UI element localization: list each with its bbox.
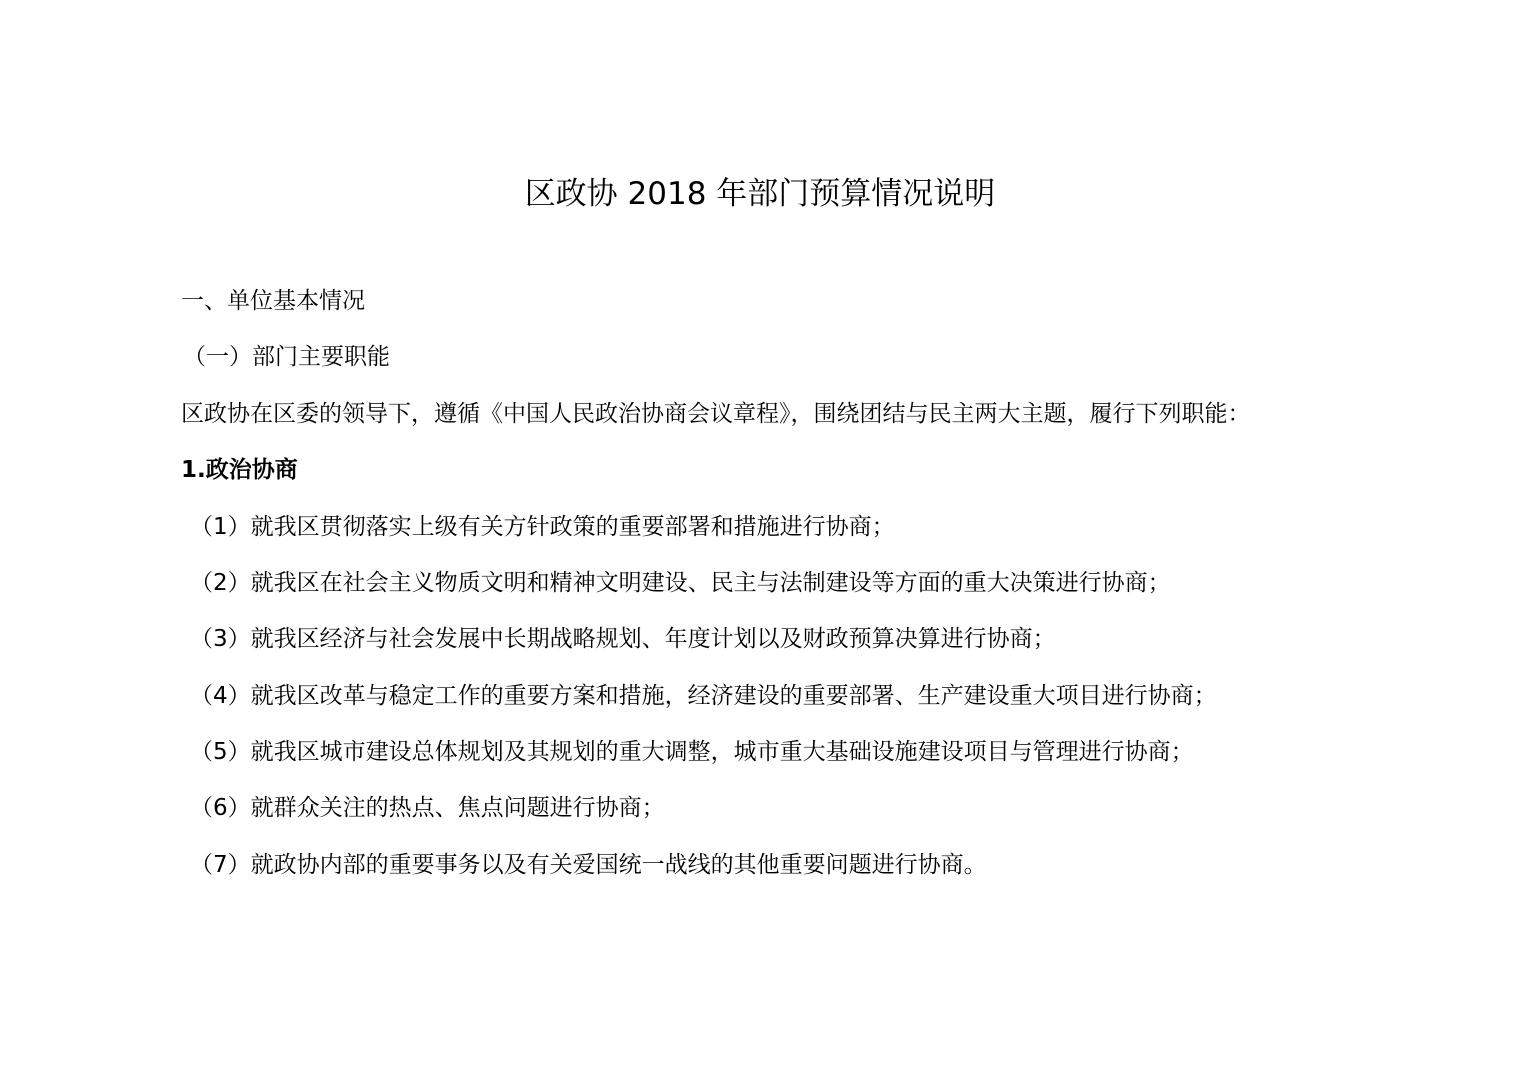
list-item: （5）就我区城市建设总体规划及其规划的重大调整，城市重大基础设施建设项目与管理进行协商；	[190, 739, 1194, 765]
list-item: （4）就我区改革与稳定工作的重要方案和措施，经济建设的重要部署、生产建设重大项目进行协商；	[190, 683, 1217, 709]
section-heading: 一、单位基本情况	[181, 288, 365, 314]
list-item: （7）就政协内部的重要事务以及有关爱国统一战线的其他重要问题进行协商。	[190, 852, 987, 878]
list-item: （3）就我区经济与社会发展中长期战略规划、年度计划以及财政预算决算进行协商；	[190, 626, 1056, 652]
list-item: （2）就我区在社会主义物质文明和精神文明建设、民主与法制建设等方面的重大决策进行协商；	[190, 570, 1171, 596]
document-title: 区政协 2018 年部门预算情况说明	[524, 176, 996, 212]
subsection-heading: （一）部门主要职能	[183, 344, 390, 370]
item-heading: 1.政治协商	[181, 457, 298, 483]
intro-paragraph: 区政协在区委的领导下，遵循《中国人民政治协商会议章程》，围绕团结与民主两大主题，履行下列职能：	[181, 401, 1251, 427]
list-item: （1）就我区贯彻落实上级有关方针政策的重要部署和措施进行协商；	[190, 514, 895, 540]
list-item: （6）就群众关注的热点、焦点问题进行协商；	[190, 795, 665, 821]
